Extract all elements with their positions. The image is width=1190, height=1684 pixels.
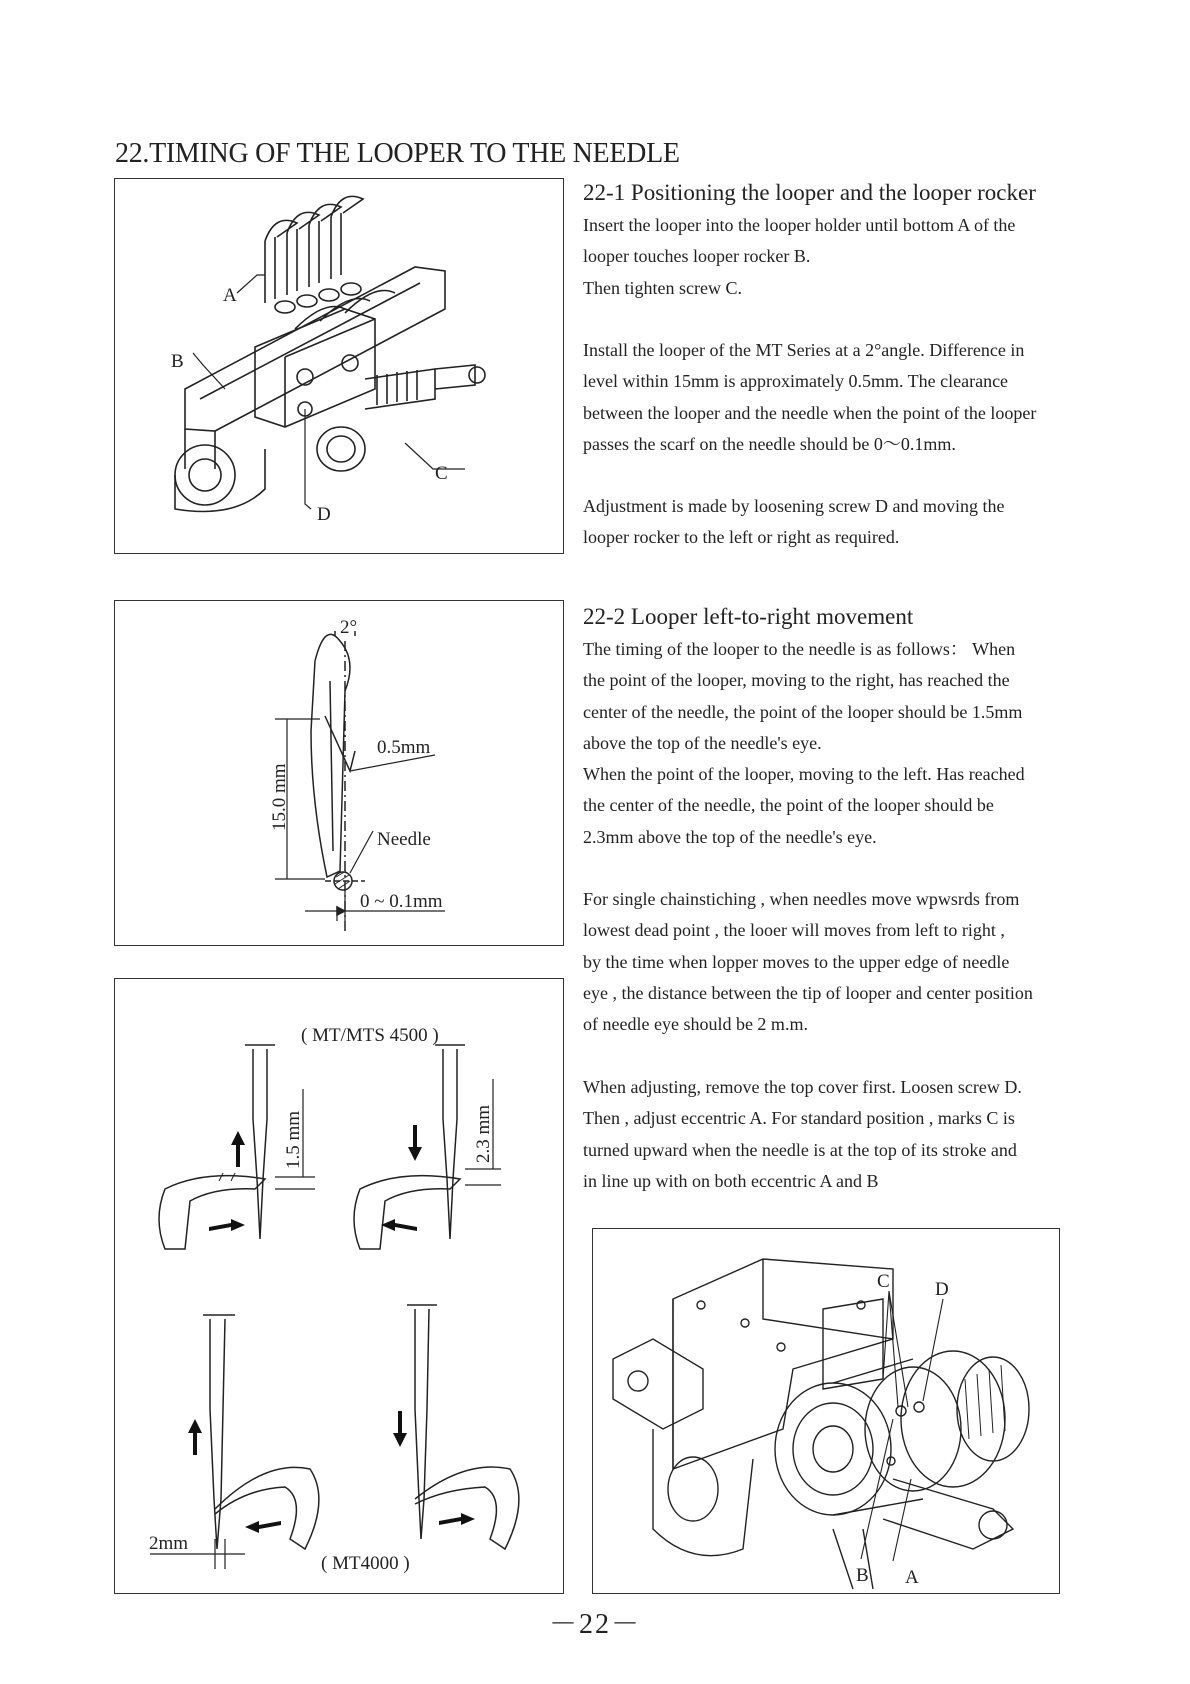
dim-1-5mm: 1.5 mm	[283, 1110, 304, 1169]
offset-label: 0.5mm	[377, 737, 431, 758]
section1-para3: Adjustment is made by loosening screw D and moving the looper rocker to the left or right as required.	[583, 496, 1005, 548]
needle-label: Needle	[377, 829, 431, 850]
caption-mt4000: ( MT4000 )	[321, 1553, 410, 1574]
angle-label: 2°	[340, 617, 358, 638]
label-c: C	[435, 463, 448, 484]
label-b: B	[856, 1565, 869, 1586]
label-a: A	[223, 285, 237, 306]
page-title: 22.TIMING OF THE LOOPER TO THE NEEDLE	[115, 138, 680, 169]
label-d: D	[935, 1279, 949, 1300]
dim-2-3mm: 2.3 mm	[473, 1104, 494, 1163]
label-a: A	[905, 1567, 919, 1588]
looper-angle-figure	[114, 600, 564, 946]
section2-para3: When adjusting, remove the top cover first. Loosen screw D. Then , adjust eccentric A. For standard position , marks C is turned upward when the needle is at the top of its stroke and in line up with on both eccentric A and B	[583, 1077, 1022, 1191]
looper-assembly-drawing	[115, 179, 563, 553]
caption-mt4500: ( MT/MTS 4500 )	[301, 1025, 439, 1046]
label-d: D	[317, 504, 331, 525]
looper-angle-drawing	[115, 601, 563, 945]
section2-heading: 22-2 Looper left-to-right movement	[583, 604, 914, 629]
clearance-label: 0 ~ 0.1mm	[360, 891, 443, 912]
section2-para2: For single chainstiching , when needles move wpwsrds from lowest dead point , the looer will moves from left to right , by the time when lopper moves to the upper edge of needle eye , the distance between the tip of looper and center position of needle eye should be 2 m.m.	[583, 889, 1033, 1035]
label-b: B	[171, 351, 184, 372]
section2-para1: The timing of the looper to the needle is as follows： When the point of the looper, moving to the right, has reached the center of the needle, the point of the looper should be 1.5mm above the top of the needle's eye. When the point of the looper, moving to the left. Has reached the center of the needle, the point of the looper should be 2.3mm above the top of the needle's eye.	[583, 639, 1025, 847]
label-c: C	[877, 1271, 890, 1292]
timing-drawing	[115, 979, 563, 1593]
looper-assembly-figure	[114, 178, 564, 554]
height-label: 15.0 mm	[269, 763, 290, 831]
section1-para1: Insert the looper into the looper holder until bottom A of the looper touches looper rocker B. Then tighten screw C.	[583, 215, 1016, 298]
section1-heading: 22-1 Positioning the looper and the looper rocker	[583, 180, 1036, 205]
page-number: －22－	[548, 1609, 641, 1640]
eccentric-figure	[592, 1228, 1060, 1594]
eccentric-drawing	[593, 1229, 1059, 1593]
section1-para2: Install the looper of the MT Series at a 2°angle. Difference in level within 15mm is approximately 0.5mm. The clearance between the looper and the needle when the point of the looper passes the scarf on the needle should be 0～0.1mm.	[583, 340, 1037, 454]
timing-figure	[114, 978, 564, 1594]
dim-2mm: 2mm	[149, 1533, 189, 1554]
